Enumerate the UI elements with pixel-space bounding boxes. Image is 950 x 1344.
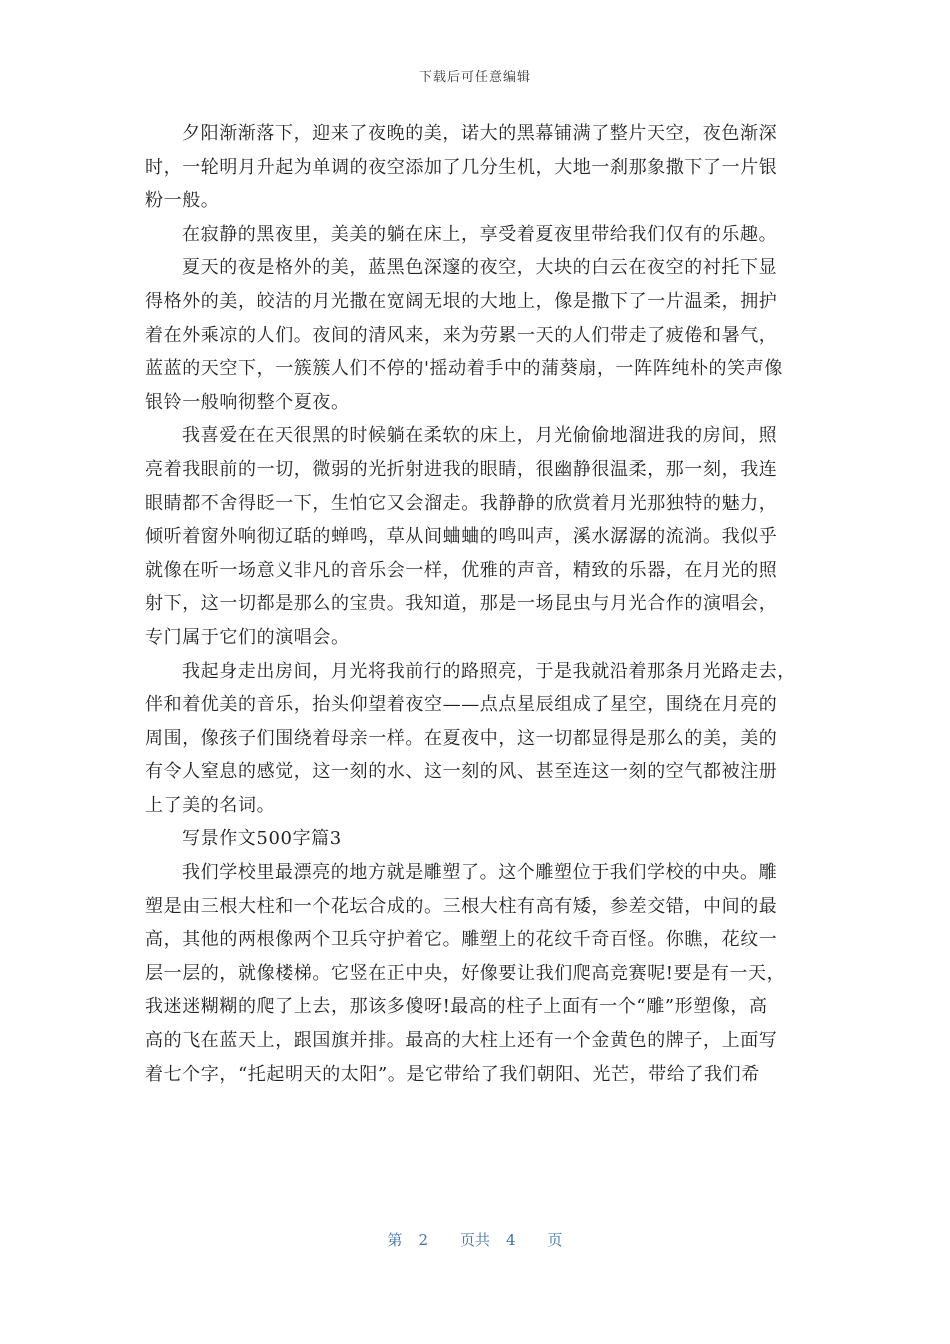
text-line: 着在外乘凉的人们。夜间的清风来，来为劳累一天的人们带走了疲倦和暑气， <box>145 324 778 346</box>
page-footer <box>0 1229 950 1250</box>
text-line: 在寂静的黑夜里，美美的躺在床上，享受着夏夜里带给我们仅有的乐趣。 <box>182 223 778 245</box>
text-line: 高，其他的两根像两个卫兵守护着它。雕塑上的花纹千奇百怪。你瞧，花纹一 <box>145 929 778 951</box>
footer-middle: 页共 <box>459 1231 490 1249</box>
text-line: 夏天的夜是格外的美，蓝黑色深邃的夜空，大块的白云在夜空的衬托下显 <box>182 257 778 279</box>
text-line: 上了美的名词。 <box>145 794 276 816</box>
text-line: 我起身走出房间，月光将我前行的路照亮，于是我就沿着那条月光路走去， <box>182 660 796 682</box>
document-body <box>145 117 807 1091</box>
text-line: 周围，像孩子们围绕着母亲一样。在夏夜中，这一切都显得是那么的美，美的 <box>145 727 778 749</box>
text-line: 倾听着窗外响彻辽聒的蝉鸣，草从间蛐蛐的鸣叫声，溪水潺潺的流淌。我似乎 <box>145 526 778 548</box>
text-line: 银铃一般响彻整个夏夜。 <box>145 391 350 413</box>
total-pages-number: 4 <box>506 1231 516 1249</box>
text-line: 眼睛都不舍得眨一下，生怕它又会溜走。我静静的欣赏着月光那独特的魅力， <box>145 492 778 514</box>
text-line: 伴和着优美的音乐，抬头仰望着夜空——点点星辰组成了星空，围绕在月亮的 <box>145 694 778 716</box>
text-line: 夕阳渐渐落下，迎来了夜晚的美，诺大的黑幕铺满了整片天空，夜色渐深 <box>182 123 778 144</box>
text-line: 蓝蓝的天空下，一簇簇人们不停的'摇动着手中的蒲葵扇，一阵阵纯朴的笑声像 <box>145 358 783 380</box>
section-heading: 写景作文500字篇3 <box>182 828 342 850</box>
text-line: 高的飞在蓝天上，跟国旗并排。最高的大柱上还有一个金黄色的牌子，上面写 <box>145 1030 778 1052</box>
footer-suffix: 页 <box>547 1231 563 1249</box>
text-line: 得格外的美，皎洁的月光撒在宽阔无垠的大地上，像是撒下了一片温柔，拥护 <box>145 290 778 312</box>
text-line: 我喜爱在在天很黑的时候躺在柔软的床上，月光偷偷地溜进我的房间，照 <box>182 425 778 447</box>
text-line: 亮着我眼前的一切，微弱的光折射进我的眼睛，很幽静很温柔，那一刻，我连 <box>145 458 778 480</box>
text-line: 层一层的，就像楼梯。它竖在正中央，好像要让我们爬高竞赛呢!要是有一天， <box>145 962 786 984</box>
text-line: 专门属于它们的演唱会。 <box>145 626 350 648</box>
text-line: 粉一般。 <box>145 190 220 212</box>
text-line: 就像在听一场意义非凡的音乐会一样，优雅的声音，精致的乐器，在月光的照 <box>145 559 778 581</box>
text-line: 我迷迷糊糊的爬了上去，那该多傻呀!最高的柱子上面有一个“雕”形塑像，高 <box>145 996 768 1018</box>
text-line: 我们学校里最漂亮的地方就是雕塑了。这个雕塑位于我们学校的中央。雕 <box>182 862 778 884</box>
text-line: 塑是由三根大柱和一个花坛合成的。三根大柱有高有矮，参差交错，中间的最 <box>145 895 778 917</box>
current-page-number: 2 <box>418 1231 428 1249</box>
text-line: 着七个字，“托起明天的太阳”。是它带给了我们朝阳、光芒，带给了我们希 <box>145 1063 760 1085</box>
text-line: 有令人窒息的感觉，这一刻的水、这一刻的风、甚至连这一刻的空气都被注册 <box>145 761 778 783</box>
footer-prefix: 第 <box>387 1231 403 1249</box>
page-header: 下载后可任意编辑 <box>418 70 531 85</box>
text-line: 时，一轮明月升起为单调的夜空添加了几分生机，大地一刹那象撒下了一片银 <box>145 156 778 178</box>
text-line: 射下，这一切都是那么的宝贵。我知道，那是一场昆虫与月光合作的演唱会， <box>145 593 778 615</box>
